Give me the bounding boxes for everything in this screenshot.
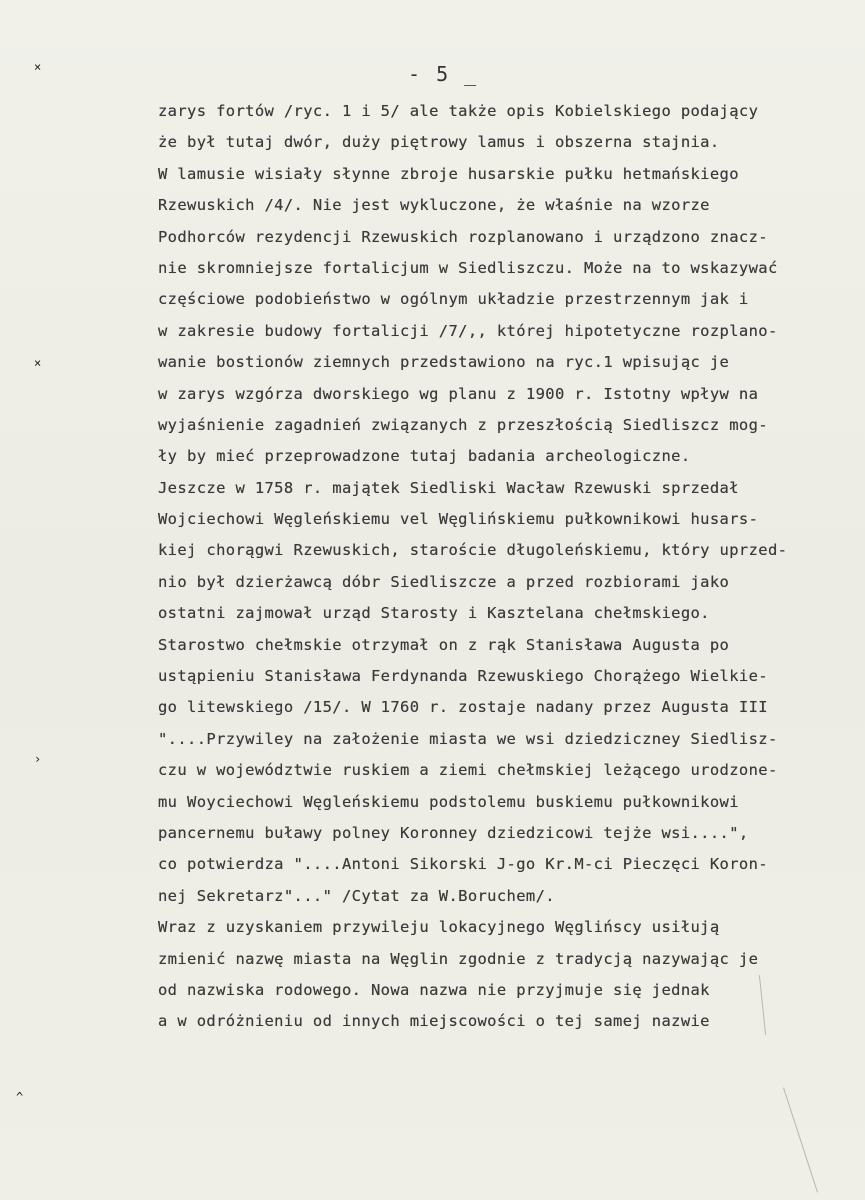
text-line: w zakresie budowy fortalicji /7/,, której hipotetyczne rozplano- [158, 321, 778, 340]
text-line: wanie bostionów ziemnych przedstawiono na ryc.1 wpisując je [158, 353, 730, 372]
margin-mark: › [34, 752, 42, 766]
page-number: - 5 _ [408, 62, 479, 86]
text-line: Starostwo chełmskie otrzymał on z rąk Stanisława Augusta po [158, 635, 730, 654]
text-line: W lamusie wisiały słynne zbroje husarskie pułku hetmańskiego [158, 164, 739, 183]
text-line: ustąpieniu Stanisława Ferdynanda Rzewuskiego Chorążego Wielkie- [158, 667, 768, 686]
text-line: co potwierdza "....Antoni Sikorski J-go Kr.M-ci Pieczęci Koron- [158, 855, 768, 874]
text-line: Jeszcze w 1758 r. majątek Siedliski Wacław Rzewuski sprzedał [158, 478, 739, 497]
text-line: a w odróżnieniu od innych miejscowości o tej samej nazwie [158, 1012, 710, 1031]
text-line: czu w województwie ruskiem a ziemi chełmskiej leżącego urodzone- [158, 761, 778, 780]
paper-crease [783, 1088, 818, 1193]
text-line: mu Woyciechowi Węgleńskiemu podstolemu buskiemu pułkownikowi [158, 792, 739, 811]
text-line: Rzewuskich /4/. Nie jest wykluczone, że właśnie na wzorze [158, 196, 710, 215]
text-line: kiej chorągwi Rzewuskich, staroście długoleńskiemu, który uprzed- [158, 541, 788, 560]
text-line: częściowe podobieństwo w ogólnym układzie przestrzennym jak i [158, 290, 749, 309]
margin-mark: × [34, 356, 42, 370]
typewritten-body [158, 96, 858, 1038]
text-line: nio był dzierżawcą dóbr Siedliszcze a przed rozbiorami jako [158, 572, 730, 591]
text-line: Wojciechowi Węgleńskiemu vel Węglińskiemu pułkownikowi husars- [158, 510, 759, 529]
text-line: zmienić nazwę miasta na Węglin zgodnie z tradycją nazywając je [158, 949, 759, 968]
text-line: "....Przywiley na założenie miasta we wsi dziedziczney Siedlisz- [158, 729, 778, 748]
margin-mark: × [34, 60, 42, 74]
text-line: zarys fortów /ryc. 1 i 5/ ale także opis Kobielskiego podający [158, 102, 759, 120]
text-line: Wraz z uzyskaniem przywileju lokacyjnego Węglińscy usiłują [158, 918, 720, 937]
text-line: od nazwiska rodowego. Nowa nazwa nie przyjmuje się jednak [158, 980, 710, 999]
text-line: Podhorców rezydencji Rzewuskich rozplanowano i urządzono znacz- [158, 227, 768, 246]
text-line: nie skromniejsze fortalicjum w Siedliszczu. Może na to wskazywać [158, 258, 778, 277]
text-line: pancernemu buławy polney Koronney dziedzicowi tejże wsi....", [158, 823, 749, 842]
text-line: ostatni zajmował urząd Starosty i Kasztelana chełmskiego. [158, 604, 710, 623]
text-line: nej Sekretarz"..." /Cytat za W.Boruchem/. [158, 886, 555, 905]
margin-mark: ^ [16, 1090, 24, 1104]
text-line: wyjaśnienie zagadnień związanych z przeszłością Siedliszcz mog- [158, 415, 768, 434]
text-line: ły by mieć przeprowadzone tutaj badania archeologiczne. [158, 447, 691, 466]
text-line: w zarys wzgórza dworskiego wg planu z 1900 r. Istotny wpływ na [158, 384, 759, 403]
text-line: go litewskiego /15/. W 1760 r. zostaje nadany przez Augusta III [158, 698, 768, 717]
text-line: że był tutaj dwór, duży piętrowy lamus i obszerna stajnia. [158, 133, 720, 152]
